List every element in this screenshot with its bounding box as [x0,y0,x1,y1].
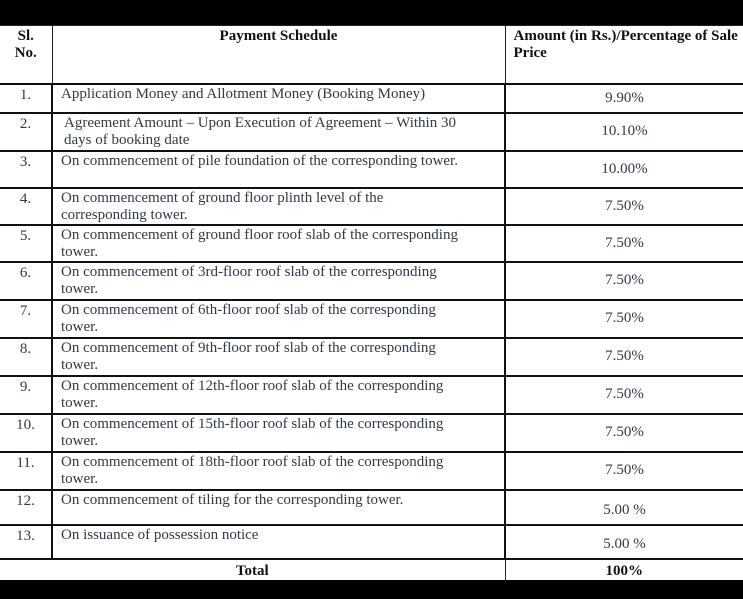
row-description: On commencement of 18th-floor roof slab of the corresponding tower. [52,452,505,490]
table-row [0,414,743,452]
row-amount: 5.00 % [505,490,743,525]
table-row [0,151,743,188]
row-sl-no: 6. [0,262,52,300]
table-row [0,262,743,300]
total-label: Total [0,559,505,583]
table-row [0,300,743,338]
row-sl-no: 13. [0,525,52,559]
row-amount: 7.50% [505,414,743,452]
row-sl-no: 9. [0,376,52,414]
row-description: On commencement of 15th-floor roof slab of the corresponding tower. [52,414,505,452]
row-amount: 7.50% [505,188,743,225]
total-value: 100% [505,559,743,583]
row-description: On commencement of pile foundation of the corresponding tower. [52,151,505,188]
row-amount: 10.10% [505,113,743,151]
row-sl-no: 2. [0,113,52,151]
table-header-row [0,26,743,84]
row-description: Application Money and Allotment Money (Booking Money) [52,84,505,113]
table-row [0,490,743,525]
table-row [0,452,743,490]
row-description: On commencement of tiling for the corresponding tower. [52,490,505,525]
row-amount: 7.50% [505,225,743,262]
table-row [0,376,743,414]
row-amount: 5.00 % [505,525,743,559]
payment-schedule-table [0,25,743,583]
table-row [0,113,743,151]
table-row [0,225,743,262]
row-sl-no: 4. [0,188,52,225]
row-description: On commencement of 9th-floor roof slab of the corresponding tower. [52,338,505,376]
payment-schedule-document [0,25,743,580]
row-amount: 9.90% [505,84,743,113]
row-amount: 7.50% [505,262,743,300]
table-row [0,84,743,113]
row-description: Agreement Amount – Upon Execution of Agreement – Within 30 days of booking date [52,113,505,151]
row-amount: 10.00% [505,151,743,188]
row-description: On commencement of 3rd-floor roof slab of the corresponding tower. [52,262,505,300]
header-amount: Amount (in Rs.)/Percentage of Sale Price [505,26,743,84]
row-amount: 7.50% [505,338,743,376]
row-description: On commencement of 12th-floor roof slab of the corresponding tower. [52,376,505,414]
row-sl-no: 7. [0,300,52,338]
table-row [0,188,743,225]
row-sl-no: 3. [0,151,52,188]
table-row [0,525,743,559]
row-amount: 7.50% [505,300,743,338]
row-description: On commencement of ground floor roof slab of the corresponding tower. [52,225,505,262]
row-sl-no: 10. [0,414,52,452]
row-amount: 7.50% [505,452,743,490]
header-sl-no: Sl. No. [0,26,52,84]
total-row [0,559,743,583]
row-sl-no: 11. [0,452,52,490]
table-row [0,338,743,376]
row-description: On commencement of ground floor plinth level of the corresponding tower. [52,188,505,225]
row-sl-no: 5. [0,225,52,262]
row-description: On issuance of possession notice [52,525,505,559]
row-sl-no: 8. [0,338,52,376]
header-payment-schedule: Payment Schedule [52,26,505,84]
row-sl-no: 12. [0,490,52,525]
row-sl-no: 1. [0,84,52,113]
row-amount: 7.50% [505,376,743,414]
row-description: On commencement of 6th-floor roof slab of the corresponding tower. [52,300,505,338]
